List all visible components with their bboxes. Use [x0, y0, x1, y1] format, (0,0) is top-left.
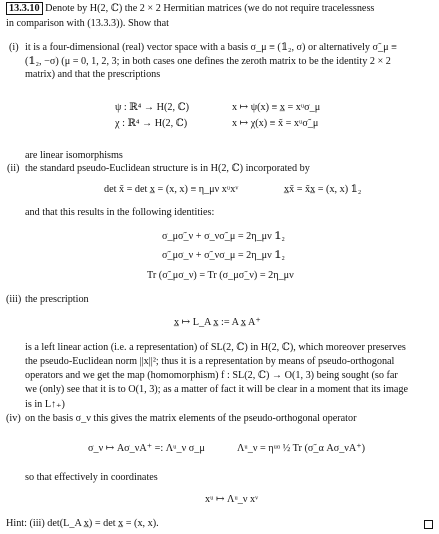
part-iv-eq-matrix-elements: Λᵘ_ν = ηᵘᵅ ½ Tr (σ̃_α Aσ_νA⁺) [237, 443, 366, 454]
part-i-eq1-left: ψ : ℝ⁴ → H(2, ℂ) [115, 102, 190, 113]
problem-intro-1: Denote by H(2, ℂ) the 2 × 2 Hermitian matrices (we do not require tracelessness [45, 3, 375, 14]
part-ii-line-2: and that this results in the following identities: [25, 207, 215, 218]
hint-text: Hint: (iii) det(L_A x̲) = det x̲ = (x, x). [6, 518, 159, 529]
part-iii-eq: x̲ ↦ L_A x̲ := A x̲ A⁺ [174, 317, 261, 328]
part-i-eq1-right: x ↦ ψ(x) ≡ x̲ = xᵘσ_μ [232, 102, 321, 113]
part-iii-line-6: is in L↑₊) [25, 399, 65, 410]
problem-number: 13.3.10 [6, 2, 43, 15]
end-of-proof-square-icon [424, 520, 433, 529]
part-i-line-1: it is a four-dimensional (real) vector space with a basis σ_μ ≡ (𝟙₂, σ) or alternatively σ̃_μ ≡ [25, 42, 397, 53]
part-iv-label: (iv) [6, 413, 21, 424]
part-iv-eq-action: σ_ν ↦ Aσ_νA⁺ =: Λᵘ_ν σ_μ [88, 443, 205, 454]
part-iv-eq-coordinates: xᵘ ↦ Λᵘ_ν xᵛ [205, 494, 259, 505]
part-ii-eq-product: x̲x̃ = x̃x̲ = (x, x) 𝟙₂ [284, 184, 362, 195]
part-i-after: are linear isomorphisms [25, 150, 123, 161]
part-iv-line-2: so that effectively in coordinates [25, 472, 158, 483]
part-ii-label: (ii) [7, 163, 20, 174]
problem-intro-2: in comparison with (13.3.3)). Show that [6, 18, 169, 29]
part-ii-identity-2: σ̃_μσ_ν + σ̃_νσ_μ = 2η_μν 𝟙₂ [162, 250, 285, 261]
part-iii-line-1: the prescription [25, 294, 89, 305]
part-i-line-3: matrix) and that the prescriptions [25, 69, 161, 80]
part-iii-line-5: we (only) see that it is to O(1, 3); as a matter of fact it will be clear in a moment that its image [25, 384, 409, 395]
part-iii-line-4: operators and we get the map (homomorphism) f : SL(2, ℂ) → O(1, 3) being sought (so far [25, 370, 398, 381]
part-ii-eq-det: det x̃ = det x̲ = (x, x) ≡ η_μν xᵘxᵛ [104, 184, 239, 195]
problem-header-line [6, 3, 374, 15]
part-iii-label: (iii) [6, 294, 22, 305]
part-iii-line-3: the pseudo-Euclidean norm ||x||²; thus it is a representation by means of pseudo-orthogonal [25, 356, 395, 367]
part-ii-line-1: the standard pseudo-Euclidean structure is in H(2, ℂ) incorporated by [25, 163, 310, 174]
part-i-eq2-right: x ↦ χ(x) ≡ x̃ = xᵘσ̃_μ [232, 118, 319, 129]
part-i-line-2: (𝟙₂, −σ) (μ = 0, 1, 2, 3; in both cases one defines the zeroth matrix to be the identity 2 × 2 [25, 56, 391, 67]
part-iv-line-1: on the basis σ_ν this gives the matrix elements of the pseudo-orthogonal operator [25, 413, 357, 424]
part-iii-line-2: is a left linear action (i.e. a representation) of SL(2, ℂ) in H(2, ℂ), which moreover preserves [25, 342, 406, 353]
part-ii-identity-3: Tr (σ̃_μσ_ν) = Tr (σ_μσ̃_ν) = 2η_μν [147, 270, 294, 281]
part-i-label: (i) [9, 42, 19, 53]
part-ii-identity-1: σ_μσ̃_ν + σ_νσ̃_μ = 2η_μν 𝟙₂ [162, 231, 285, 242]
part-i-eq2-left: χ : ℝ⁴ → H(2, ℂ) [115, 118, 188, 129]
